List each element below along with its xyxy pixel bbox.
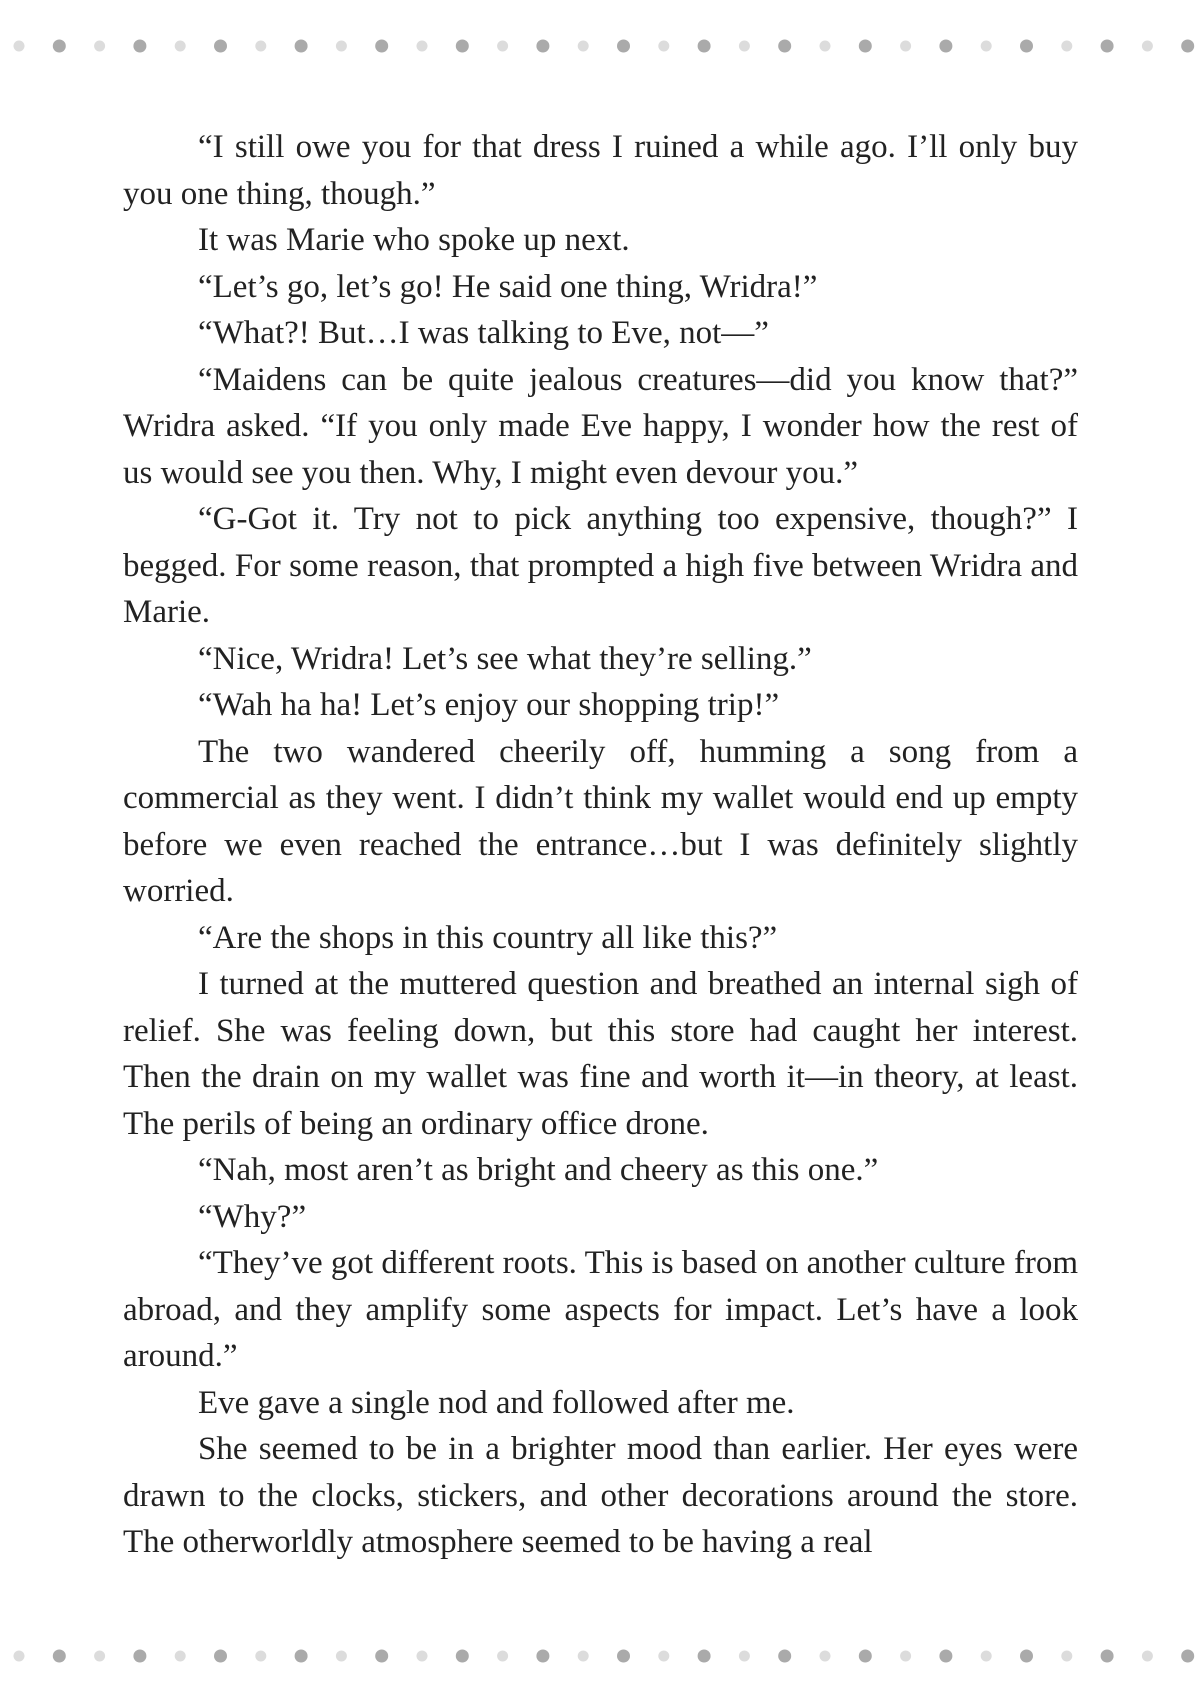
top-dot-border — [0, 36, 1200, 56]
border-dot — [981, 1651, 992, 1662]
border-dot — [939, 40, 952, 53]
border-dot — [1061, 41, 1072, 52]
border-dot — [456, 1650, 469, 1663]
border-dot — [698, 1650, 711, 1663]
paragraph-10: “Are the shops in this country all like this?” — [198, 919, 778, 956]
border-dot — [1061, 1651, 1072, 1662]
border-dot — [14, 41, 25, 52]
border-dot — [94, 1651, 105, 1662]
border-dot — [94, 41, 105, 52]
border-dot — [900, 1651, 911, 1662]
border-dot — [375, 40, 388, 53]
border-dot — [739, 41, 750, 52]
paragraph-16: She seemed to be in a brighter mood than earlier. Her eyes were drawn to the clocks, stickers, and other decorations around the store. The otherworldly atmosphere seemed to be having a real — [123, 1431, 1078, 1560]
border-dot — [617, 40, 630, 53]
border-dot — [295, 1650, 308, 1663]
border-dot — [53, 1650, 66, 1663]
border-dot — [133, 1650, 146, 1663]
paragraph-1: “I still owe you for that dress I ruined a while ago. I’ll only buy you one thing, though.” — [123, 129, 1078, 212]
border-dot — [497, 41, 508, 52]
paragraph-4: “What?! But…I was talking to Eve, not—” — [198, 315, 769, 351]
border-dot — [1020, 1650, 1033, 1663]
border-dot — [536, 40, 549, 53]
bottom-dot-border — [0, 1646, 1200, 1666]
border-dot — [255, 41, 266, 52]
border-dot — [375, 1650, 388, 1663]
border-dot — [175, 41, 186, 52]
border-dot — [698, 40, 711, 53]
top-dot-row — [0, 36, 1200, 56]
border-dot — [1101, 40, 1114, 53]
border-dot — [417, 1651, 428, 1662]
border-dot — [175, 1651, 186, 1662]
border-dot — [617, 1650, 630, 1663]
border-dot — [456, 40, 469, 53]
border-dot — [820, 1651, 831, 1662]
paragraph-11: I turned at the muttered question and breathed an internal sigh of relief. She was feeling down, but this store had caught her interest. Then the drain on my wallet was fine and worth it—in theory, at least. The perils of being an ordinary office drone. — [123, 966, 1078, 1142]
paragraph-5: “Maidens can be quite jealous creatures—did you know that?” Wridra asked. “If you only made Eve happy, I wonder how the rest of us would see you then. Why, I might even devour you.” — [123, 361, 1078, 491]
paragraph-12: “Nah, most aren’t as bright and cheery as this one.” — [198, 1152, 879, 1188]
border-dot — [939, 1650, 952, 1663]
paragraph-6: “G-Got it. Try not to pick anything too expensive, though?” I begged. For some reason, that prompted a high five between Wridra and Marie. — [123, 501, 1078, 630]
border-dot — [1020, 40, 1033, 53]
border-dot — [336, 1651, 347, 1662]
border-dot — [859, 40, 872, 53]
border-dot — [1142, 1651, 1153, 1662]
bottom-dot-row — [0, 1646, 1200, 1666]
page-text — [123, 124, 1078, 1566]
border-dot — [214, 1650, 227, 1663]
border-dot — [214, 40, 227, 53]
border-dot — [1142, 41, 1153, 52]
border-dot — [778, 1650, 791, 1663]
border-dot — [778, 40, 791, 53]
border-dot — [1181, 40, 1194, 53]
border-dot — [981, 41, 992, 52]
border-dot — [255, 1651, 266, 1662]
border-dot — [578, 1651, 589, 1662]
border-dot — [900, 41, 911, 52]
border-dot — [658, 1651, 669, 1662]
border-dot — [859, 1650, 872, 1663]
border-dot — [14, 1651, 25, 1662]
border-dot — [336, 41, 347, 52]
border-dot — [295, 40, 308, 53]
paragraph-2: It was Marie who spoke up next. — [198, 222, 630, 258]
border-dot — [53, 40, 66, 53]
paragraph-9: The two wandered cheerily off, humming a song from a commercial as they went. I didn’t think my wallet would end up empty before we even reached the entrance…but I was definitely slightly worried. — [123, 733, 1078, 909]
paragraph-7: “Nice, Wridra! Let’s see what they’re selling.” — [198, 640, 812, 677]
border-dot — [417, 41, 428, 52]
border-dot — [1181, 1650, 1194, 1663]
border-dot — [1101, 1650, 1114, 1663]
paragraph-15: Eve gave a single nod and followed after me. — [198, 1384, 795, 1421]
paragraph-3: “Let’s go, let’s go! He said one thing, Wridra!” — [198, 268, 818, 305]
border-dot — [820, 41, 831, 52]
border-dot — [497, 1651, 508, 1662]
border-dot — [739, 1651, 750, 1662]
border-dot — [658, 41, 669, 52]
border-dot — [133, 40, 146, 53]
paragraph-13: “Why?” — [198, 1198, 307, 1235]
paragraph-14: “They’ve got different roots. This is based on another culture from abroad, and they amplify some aspects for impact. Let’s have a look around.” — [123, 1245, 1078, 1374]
border-dot — [536, 1650, 549, 1663]
paragraph-8: “Wah ha ha! Let’s enjoy our shopping trip!” — [198, 687, 780, 723]
border-dot — [578, 41, 589, 52]
